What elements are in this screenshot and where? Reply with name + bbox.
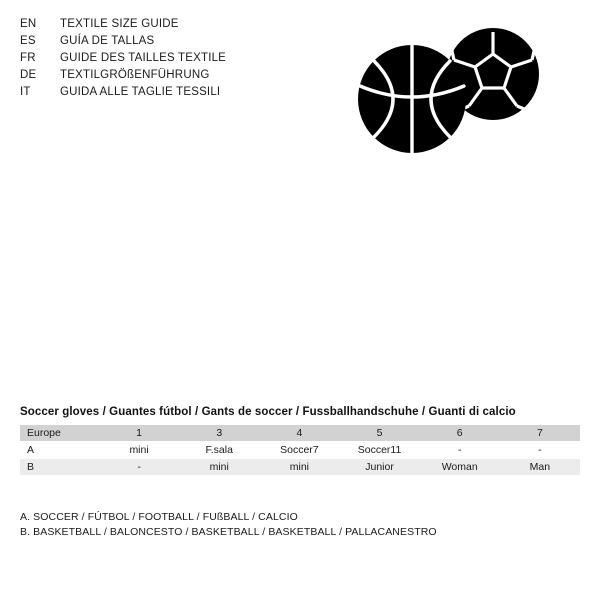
table-cell: Man — [500, 459, 580, 476]
table-cell: Soccer7 — [259, 442, 339, 459]
language-row — [20, 33, 340, 50]
language-code: DE — [20, 69, 37, 81]
basketball-icon — [358, 45, 466, 153]
table-cell: F.sala — [179, 442, 259, 459]
table-cell: Junior — [339, 459, 419, 476]
size-table — [20, 425, 580, 476]
table-header-cell: 6 — [420, 425, 500, 442]
language-title-list — [20, 16, 340, 101]
table-row-label: A — [20, 442, 99, 459]
legend — [20, 510, 580, 540]
table-header-cell: Europe — [20, 425, 99, 442]
language-row — [20, 67, 340, 84]
table-header-cell: 4 — [259, 425, 339, 442]
legend-line-a: A. SOCCER / FÚTBOL / FOOTBALL / FUßBALL / CALCIO — [20, 511, 298, 523]
language-title: GUIDA ALLE TAGLIE TESSILI — [60, 86, 221, 98]
language-row — [20, 50, 340, 67]
language-code: EN — [20, 18, 37, 30]
table-header-cell: 3 — [179, 425, 259, 442]
table-cell: mini — [99, 442, 179, 459]
balls-illustration — [350, 24, 560, 164]
table-row — [20, 442, 580, 459]
table-header-cell: 1 — [99, 425, 179, 442]
legend-line-b: B. BASKETBALL / BALONCESTO / BASKETBALL / BASKETBALL / PALLACANESTRO — [20, 526, 437, 538]
table-cell: - — [500, 442, 580, 459]
table-cell: - — [420, 442, 500, 459]
table-header-cell: 7 — [500, 425, 580, 442]
table-caption: Soccer gloves / Guantes fútbol / Gants de soccer / Fussballhandschuhe / Guanti di calcio — [20, 406, 516, 418]
language-code: IT — [20, 86, 31, 98]
table-header-row — [20, 425, 580, 442]
table-cell: mini — [179, 459, 259, 476]
language-title: GUÍA DE TALLAS — [60, 35, 155, 47]
table-row-label: B — [20, 459, 99, 476]
language-title: TEXTILGRÖßENFÜHRUNG — [60, 69, 210, 81]
size-table-section — [20, 406, 580, 476]
table-cell: mini — [259, 459, 339, 476]
language-row — [20, 84, 340, 101]
table-cell: Soccer11 — [339, 442, 419, 459]
table-cell: Woman — [420, 459, 500, 476]
table-cell: - — [99, 459, 179, 476]
language-code: FR — [20, 52, 36, 64]
table-header-cell: 5 — [339, 425, 419, 442]
language-row — [20, 16, 340, 33]
language-code: ES — [20, 35, 36, 47]
table-row — [20, 459, 580, 476]
language-title: GUIDE DES TAILLES TEXTILE — [60, 52, 227, 64]
language-title: TEXTILE SIZE GUIDE — [60, 18, 179, 30]
